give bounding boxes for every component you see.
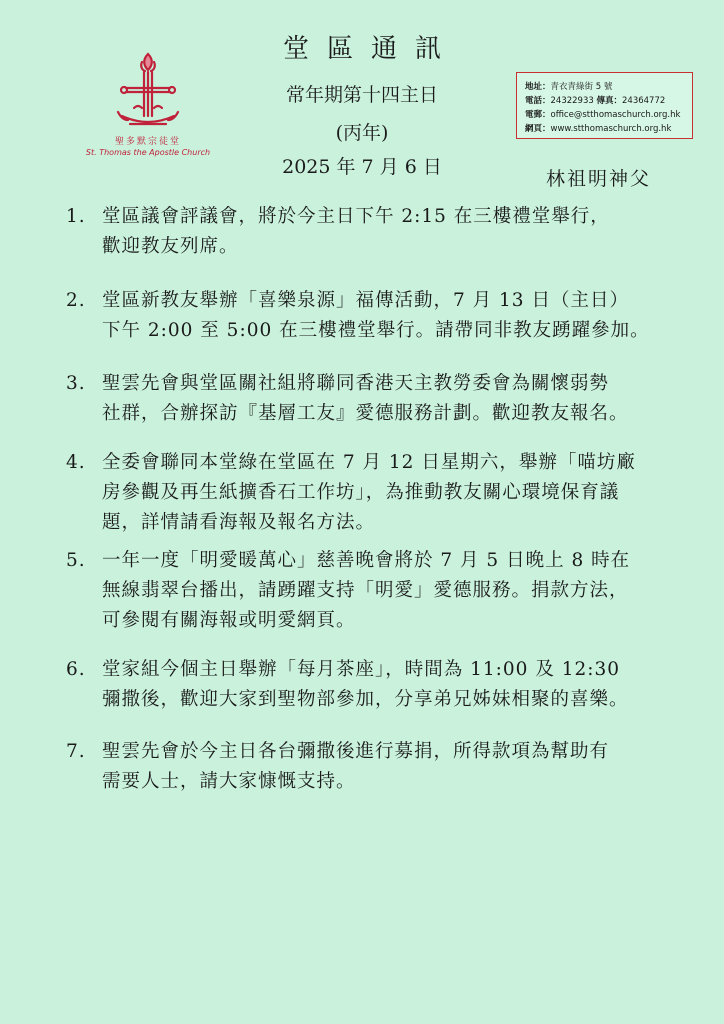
announcement-item xyxy=(66,369,629,429)
item-line: 一年一度「明愛暖萬心」慈善晚會將於 7 月 5 日晚上 8 時在 xyxy=(102,550,631,571)
announcement-item xyxy=(66,546,630,636)
item-line: 題，詳情請看海報及報名方法。 xyxy=(102,512,376,533)
item-number: 5. xyxy=(66,550,86,571)
contact-box xyxy=(516,72,693,139)
phone-label: 電話： xyxy=(525,96,551,106)
church-logo xyxy=(82,50,214,168)
contact-email xyxy=(525,108,686,122)
contact-phone xyxy=(525,94,686,108)
web-label: 網頁： xyxy=(525,124,551,134)
item-line: 彌撒後，歡迎大家到聖物部參加，分享弟兄姊妹相聚的喜樂。 xyxy=(102,689,629,710)
item-number: 1. xyxy=(66,206,86,227)
liturgical-sunday: 常年期第十四主日 xyxy=(285,84,438,106)
item-line: 房參觀及再生紙擴香石工作坊」，為推動教友關心環境保育議 xyxy=(102,482,620,503)
logo-english-name: St. Thomas the Apostle Church xyxy=(85,148,211,157)
item-line: 下午 2:00 至 5:00 在三樓禮堂舉行。請帶同非教友踴躍參加。 xyxy=(102,320,650,341)
bulletin-date: 2025 年 7 月 6 日 xyxy=(282,156,442,178)
address-label: 地址： xyxy=(525,82,551,92)
logo-chinese-name: 聖多默宗徒堂 xyxy=(114,137,181,147)
item-line: 全委會聯同本堂綠在堂區在 7 月 12 日星期六，舉辦「喵坊廠 xyxy=(102,452,636,473)
item-line: 可參閱有關海報或明愛網頁。 xyxy=(102,610,356,631)
contact-address xyxy=(525,80,686,94)
contact-web xyxy=(525,122,686,136)
address-value: 青衣青綠街 5 號 xyxy=(550,82,613,92)
item-line: 聖雲先會於今主日各台彌撒後進行募捐，所得款項為幫助有 xyxy=(102,741,610,762)
item-number: 4. xyxy=(66,452,86,473)
item-line: 堂家組今個主日舉辦「每月茶座」，時間為 11:00 及 12:30 xyxy=(102,659,621,680)
fax-label: 傳真： xyxy=(596,96,622,106)
priest-name: 林祖明神父 xyxy=(546,168,652,190)
item-number: 2. xyxy=(66,290,86,311)
web-value[interactable]: www.stthomaschurch.org.hk xyxy=(550,124,672,134)
item-number: 3. xyxy=(66,373,86,394)
email-label: 電郵： xyxy=(525,110,551,120)
announcement-item xyxy=(66,202,610,262)
item-line: 無線翡翠台播出，請踴躍支持「明愛」愛德服務。捐款方法， xyxy=(102,580,629,601)
item-line: 社群，合辦探訪『基層工友』愛德服務計劃。歡迎教友報名。 xyxy=(102,403,629,424)
cross-logo-icon xyxy=(82,50,214,136)
announcement-item xyxy=(66,655,629,715)
item-line: 堂區新教友舉辦「喜樂泉源」福傳活動，7 月 13 日（主日） xyxy=(102,290,629,311)
announcement-item xyxy=(66,737,609,797)
item-line: 聖雲先會與堂區關社組將聯同香港天主教勞委會為關懷弱勢 xyxy=(102,373,610,394)
announcement-item xyxy=(66,448,636,538)
item-line: 歡迎教友列席。 xyxy=(102,236,239,257)
item-number: 6. xyxy=(66,659,86,680)
email-value[interactable]: office@stthomaschurch.org.hk xyxy=(550,110,681,120)
item-number: 7. xyxy=(66,741,86,762)
item-line: 需要人士，請大家慷慨支持。 xyxy=(102,771,356,792)
bulletin-title: 堂區通訊 xyxy=(282,34,459,64)
item-line: 堂區議會評議會，將於今主日下午 2:15 在三樓禮堂舉行， xyxy=(102,206,610,227)
announcement-item xyxy=(66,286,650,346)
liturgical-year: (丙年) xyxy=(335,122,389,144)
fax-value: 24364772 xyxy=(622,96,666,106)
phone-value: 24322933 xyxy=(550,96,594,106)
